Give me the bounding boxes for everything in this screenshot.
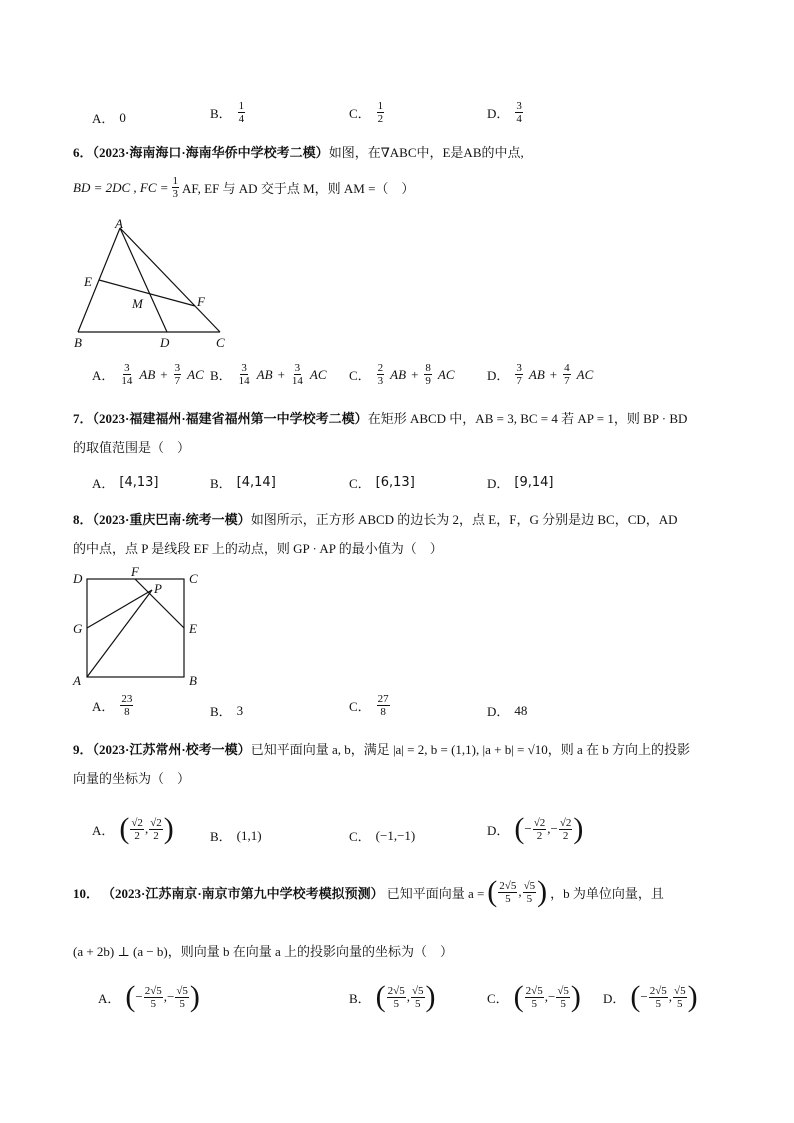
- q10-stem-line2: (a + 2b) ⊥ (a − b)，则向量 b 在向量 a 上的投影向量的坐标为（ ）: [73, 944, 454, 959]
- q5-option-b: B． $\frac{1}{4}$: [210, 100, 245, 125]
- segment-ad: [120, 228, 167, 332]
- q7-option-c: C． [6,13]: [349, 475, 415, 491]
- q6-triangle-figure: [70, 215, 235, 355]
- q7-option-b: B． [4,14]: [210, 475, 276, 491]
- label-d: D: [73, 571, 83, 586]
- q7-option-a: A． [4,13]: [92, 475, 159, 491]
- side-ac: [120, 228, 220, 332]
- q8-option-d: D． 48: [487, 702, 528, 719]
- label-e: E: [84, 274, 92, 289]
- q8-option-a: A． $\frac{23}{8}$: [92, 693, 133, 718]
- q7-option-d: D． [9,14]: [487, 475, 554, 491]
- segment-ef: [99, 280, 195, 306]
- q10-stem-line1: 10． （2023·江苏南京·南京市第九中学校考模拟预测） 已知平面向量 a = ( $\frac{2√5}{5}$ , $\frac{√5}{5}$ ) ，b 为单位向量，且: [73, 875, 664, 908]
- q9-option-c: C． (−1,−1): [349, 827, 416, 844]
- q6-stem-line2: BD = 2DC , FC = $\frac{1}{3}$ AF, EF 与 AD 交于点 M，则 AM =（ ）: [73, 175, 415, 200]
- q6-option-c: C． $\frac{2}{3}$ AB + $\frac{8}{9}$ AC: [349, 362, 455, 387]
- q10-option-d: D． ( − $\frac{2√5}{5}$ , $\frac{√5}{5}$ ): [603, 980, 698, 1013]
- segment-gp: [87, 590, 152, 628]
- q9-option-a: A． ( $\frac{√2}{2}$ , $\frac{√2}{2}$ ): [92, 812, 174, 845]
- q9-stem: 9．（2023·江苏常州·校考一模）已知平面向量 a, b，满足 |a| = 2, b = (1,1), |a + b| = √10，则 a 在 b 方向上的投影 向量的坐标为（ ）: [73, 742, 691, 786]
- fraction: $\frac{1}{4}$: [238, 100, 245, 125]
- label-d: D: [160, 335, 170, 350]
- q9-option-d: D． ( − $\frac{√2}{2}$ , − $\frac{√2}{2}$ ): [487, 812, 584, 845]
- q6-option-d: D． $\frac{3}{7}$ AB + $\frac{4}{7}$ AC: [487, 362, 594, 387]
- q6-stem-line1: 6．（2023·海南海口·海南华侨中学校考二模）如图，在∇ABC中，E是AB的中点,: [73, 145, 524, 160]
- label-c: C: [189, 571, 198, 586]
- square-abcd: [87, 579, 184, 677]
- q7-stem: 7．（2023·福建福州·福建省福州第一中学校考二模）在矩形 ABCD 中，AB = 3, BC = 4 若 AP = 1，则 BP · BD 的取值范围是（ ）: [73, 411, 688, 455]
- q8-square-figure: [70, 565, 210, 690]
- q5-option-c: C． $\frac{1}{2}$: [349, 100, 384, 125]
- segment-ap: [87, 590, 152, 677]
- q10-option-a: A． ( − $\frac{2√5}{5}$ , − $\frac{√5}{5}$ ): [98, 980, 200, 1013]
- fraction: $\frac{1}{2}$: [377, 100, 384, 125]
- label-f: F: [197, 294, 205, 309]
- label-b: B: [74, 335, 82, 350]
- q5-option-d: D． $\frac{3}{4}$: [487, 100, 522, 125]
- q8-option-b: B． 3: [210, 702, 244, 719]
- label-p: P: [154, 581, 162, 596]
- q10-option-c: C． ( $\frac{2√5}{5}$ , − $\frac{√5}{5}$ ): [487, 980, 581, 1013]
- fraction: $\frac{3}{4}$: [516, 100, 522, 125]
- label-e: E: [189, 621, 197, 636]
- q6-option-a: A． $\frac{3}{14}$ AB + $\frac{3}{7}$ AC: [92, 362, 204, 387]
- label-f: F: [131, 565, 139, 579]
- label-a: A: [115, 216, 123, 231]
- q9-option-b: B． (1,1): [210, 827, 262, 844]
- label-g: G: [73, 621, 83, 636]
- label-m: M: [132, 296, 143, 311]
- fraction: $\frac{1}{3}$: [172, 175, 179, 200]
- q8-stem: 8．（2023·重庆巴南·统考一模）如图所示，正方形 ABCD 的边长为 2，点 E，F，G 分别是边 BC，CD，AD 的中点，点 P 是线段 EF 上的动点，则 GP · AP 的最小值为（ ）: [73, 512, 678, 556]
- q5-option-a: A． 0: [92, 109, 126, 126]
- label-a: A: [73, 673, 81, 688]
- label-b: B: [189, 673, 197, 688]
- q10-option-b: B． ( $\frac{2√5}{5}$ , $\frac{√5}{5}$ ): [349, 980, 436, 1013]
- label-c: C: [216, 335, 225, 350]
- q6-option-b: B． $\frac{3}{14}$ AB + $\frac{3}{14}$ AC: [210, 362, 327, 387]
- q8-option-c: C． $\frac{27}{8}$: [349, 693, 389, 718]
